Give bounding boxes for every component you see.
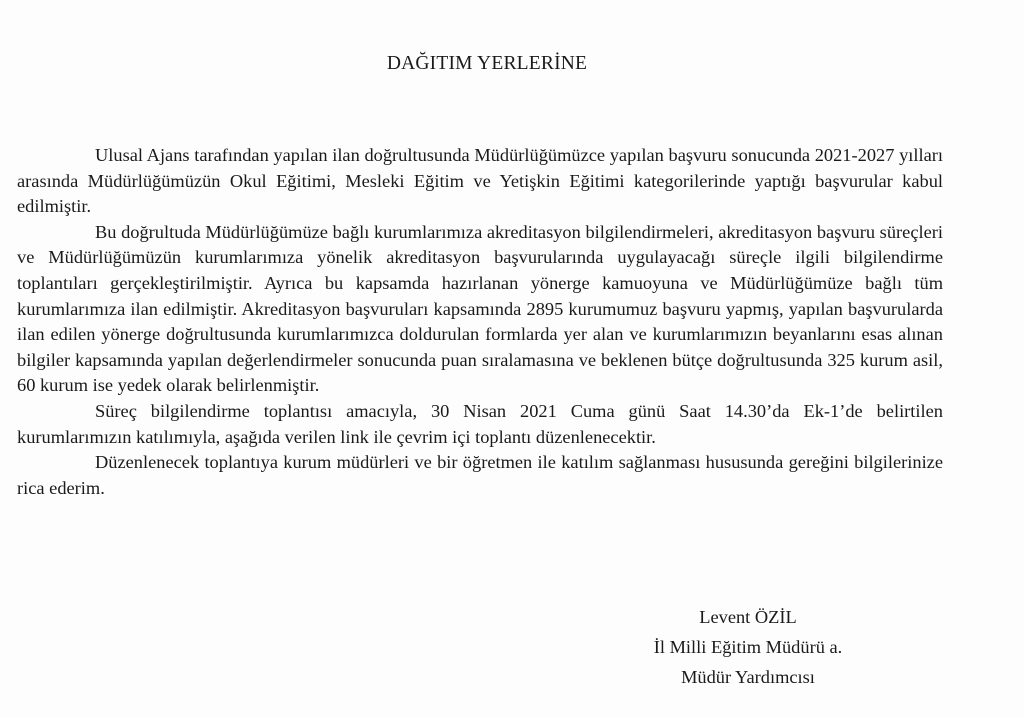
signatory-name: Levent ÖZİL (699, 607, 797, 627)
signatory-title: İl Milli Eğitim Müdürü a. (653, 637, 843, 657)
document-body (17, 143, 943, 501)
paragraph-application-result: Ulusal Ajans tarafından yapılan ilan doğrultusunda Müdürlüğümüzce yapılan başvuru sonucunda 2021-2027 yılları arasında Müdürlüğümüzün Okul Eğitimi, Mesleki Eğitim ve Yetişkin Eğitimi kategorilerinde yaptığı başvurular kabul edilmiştir. (17, 145, 943, 217)
paragraph-meeting-info: Süreç bilgilendirme toplantısı amacıyla, 30 Nisan 2021 Cuma günü Saat 14.30’da Ek-1’de belirtilen kurumlarımızın katılımıyla, aşağıda verilen link ile çevrim içi toplantı düzenlenecektir. (17, 400, 943, 447)
paragraph-request: Düzenlenecek toplantıya kurum müdürleri ve bir öğretmen ile katılım sağlanması hususunda gereğini bilgilerinize rica ederim. (17, 452, 943, 498)
signature-block (628, 602, 868, 692)
document-heading: DAĞITIM YERLERİNE (386, 53, 588, 74)
signatory-role: Müdür Yardımcısı (681, 667, 815, 687)
paragraph-accreditation-process: Bu doğrultuda Müdürlüğümüze bağlı kurumlarımıza akreditasyon bilgilendirmeleri, akreditasyon başvuru süreçleri ve Müdürlüğümüzün kurumlarımıza yönelik akreditasyon başvurularında uygulayacağı süreçle ilgili bilgilendirme toplantıları gerçekleştirilmiştir. Ayrıca bu kapsamda hazırlanan yönerge kamuoyuna ve Müdürlüğümüze bağlı tüm kurumlarımıza ilan edilmiştir. Akreditasyon başvuruları kapsamında 2895 kurumumuz başvuru yapmış, yapılan başvurularda ilan edilen yönerge doğrultusunda kurumlarımızca doldurulan formlarda yer alan ve kurumlarımızın beyanlarını esas alınan bilgiler kapsamında yapılan değerlendirmeler sonucunda puan sıralamasına ve beklenen bütçe doğrultusunda 325 kurum asil, 60 kurum ise yedek olarak belirlenmiştir. (17, 221, 943, 396)
